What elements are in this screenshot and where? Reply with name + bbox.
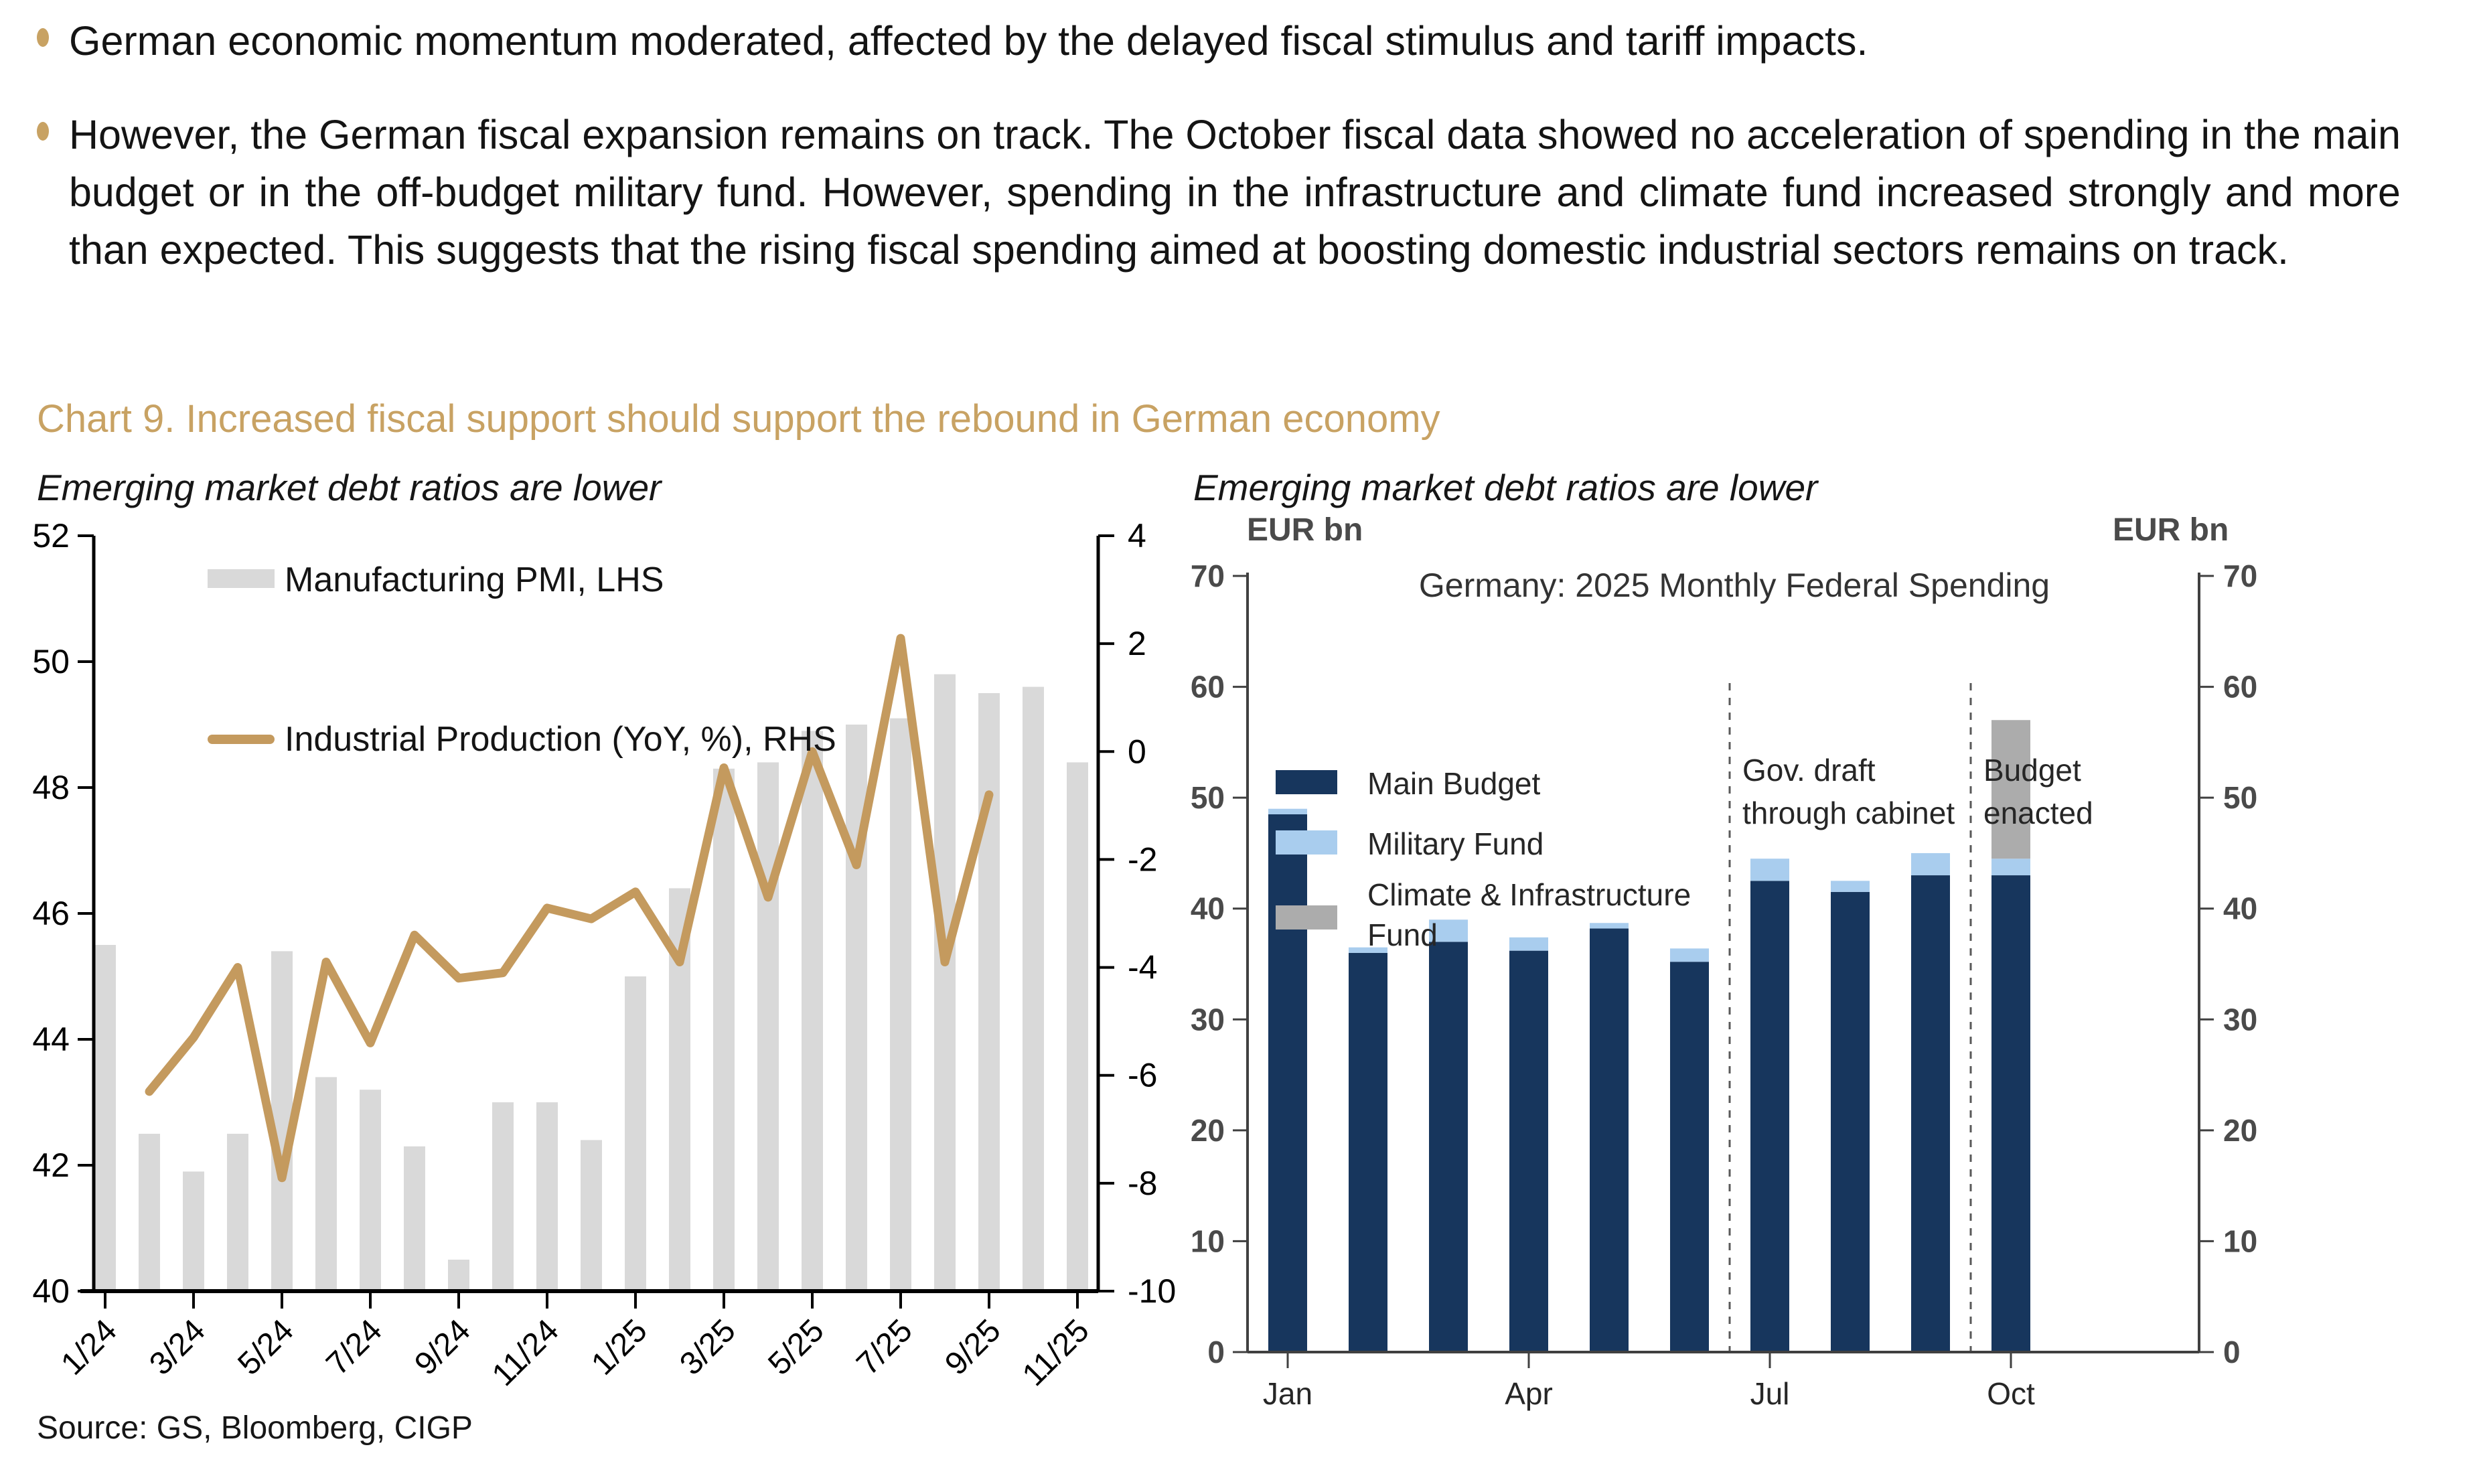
left-axis-label: 40	[32, 1272, 70, 1310]
x-axis-label: Jul	[1750, 1376, 1790, 1411]
source-note: Source: GS, Bloomberg, CIGP	[37, 1410, 473, 1446]
pmi-legend-swatch	[208, 569, 275, 588]
annotation-gov-draft: Gov. draft through cabinet	[1742, 753, 1955, 830]
left-axis-label: 70	[1190, 559, 1225, 593]
x-axis-label: Oct	[1987, 1376, 2035, 1411]
right-axis-label: 0	[1128, 733, 1146, 771]
ip-legend-swatch	[208, 735, 275, 744]
x-axis-label: 11/25	[1015, 1313, 1096, 1394]
right-axis-label: -10	[1128, 1272, 1177, 1310]
left-axis-label: 48	[32, 769, 70, 806]
pmi-bar	[1067, 762, 1088, 1291]
left-axis-label: 0	[1207, 1335, 1225, 1369]
military-fund-legend-swatch	[1276, 830, 1337, 855]
spending-bar-segment	[1750, 881, 1789, 1352]
left-chart-subtitle: Emerging market debt ratios are lower	[37, 467, 662, 508]
spending-bar-segment	[1268, 814, 1307, 1352]
pmi-bar	[139, 1134, 160, 1291]
pmi-bar	[713, 769, 735, 1291]
right-axis-label: 30	[2223, 1002, 2258, 1037]
x-axis-label: 7/24	[319, 1313, 389, 1382]
left-axis-label: 42	[32, 1146, 70, 1184]
spending-bar-segment	[1991, 859, 2030, 875]
pmi-bar	[934, 674, 956, 1291]
eur-bn-label-left: EUR bn	[1247, 512, 1363, 548]
x-axis-label: 7/25	[850, 1313, 919, 1382]
pmi-legend-label: Manufacturing PMI, LHS	[285, 561, 664, 599]
pmi-bar	[802, 731, 823, 1291]
spending-bar-segment	[1590, 929, 1629, 1352]
pmi-bar	[581, 1140, 602, 1291]
x-axis-label: Apr	[1505, 1376, 1553, 1411]
pmi-bar	[978, 693, 1000, 1291]
pmi-bar	[536, 1102, 558, 1291]
spending-bar-segment	[1268, 809, 1307, 814]
annotation-budget-enacted: Budget enacted	[1983, 753, 2093, 830]
pmi-bar	[360, 1090, 381, 1291]
x-axis-label: 3/25	[673, 1313, 743, 1382]
spending-bar-segment	[1831, 881, 1870, 892]
spending-bar-segment	[1509, 951, 1548, 1352]
x-axis-label: 3/24	[143, 1313, 212, 1382]
main-budget-legend-swatch	[1276, 770, 1337, 794]
pmi-bar	[757, 762, 779, 1291]
pmi-bar	[183, 1171, 204, 1291]
right-axis-label: 10	[2223, 1223, 2258, 1259]
chart-section-title: Chart 9. Increased fiscal support should support the rebound in German economy	[37, 397, 1440, 441]
left-axis-label: 60	[1190, 669, 1225, 704]
pmi-bar	[1023, 687, 1044, 1291]
left-axis-label: 10	[1190, 1223, 1225, 1259]
x-axis-label: Jan	[1262, 1376, 1313, 1411]
bullet-text: However, the German fiscal expansion remains on track. The October fiscal data showed no acceleration of spending in the main budget or in the off-budget military fund. However, spending in the infrastructure and climate fund increased strongly and more than expected. This suggests that the rising fiscal spending aimed at boosting domestic industrial sectors remains on track.	[69, 112, 2401, 273]
pmi-bar	[448, 1260, 469, 1291]
pmi-bar	[890, 719, 911, 1291]
x-axis-label: 9/24	[408, 1313, 477, 1382]
climate-fund-legend-label: Climate & Infrastructure Fund	[1367, 877, 1691, 952]
military-fund-legend-label: Military Fund	[1367, 826, 1544, 861]
right-axis-label: 0	[2223, 1335, 2241, 1369]
right-chart-subtitle: Emerging market debt ratios are lower	[1193, 467, 1818, 508]
right-axis-label: -6	[1128, 1056, 1158, 1094]
spending-bar-segment	[1831, 892, 1870, 1352]
spending-bar-segment	[1429, 942, 1468, 1352]
eur-bn-label-right: EUR bn	[2113, 512, 2229, 548]
x-axis-label: 5/25	[761, 1313, 831, 1382]
main-budget-legend-label: Main Budget	[1367, 766, 1541, 801]
left-axis-label: 52	[32, 517, 70, 554]
left-axis-label: 40	[1190, 891, 1225, 926]
x-axis-label: 1/25	[585, 1313, 654, 1382]
spending-bar-segment	[1911, 875, 1950, 1352]
right-axis-label: 4	[1128, 517, 1146, 554]
right-axis-label: 20	[2223, 1112, 2258, 1148]
left-axis-label: 50	[1190, 780, 1225, 816]
left-axis-label: 30	[1190, 1002, 1225, 1037]
x-axis-label: 9/25	[938, 1313, 1008, 1382]
left-axis-label: 46	[32, 895, 70, 932]
x-axis-label: 1/24	[54, 1313, 124, 1382]
spending-bar-segment	[1991, 875, 2030, 1352]
right-axis-label: -8	[1128, 1164, 1158, 1202]
right-axis-label: -2	[1128, 840, 1158, 879]
pmi-bar	[227, 1134, 248, 1291]
right-axis-label: 50	[2223, 780, 2258, 816]
pmi-bar	[404, 1146, 425, 1291]
spending-bar-segment	[1750, 859, 1789, 881]
left-axis-label: 20	[1190, 1112, 1225, 1148]
right-axis-label: 2	[1128, 625, 1146, 663]
pmi-bar	[315, 1077, 337, 1291]
x-axis-label: 11/24	[485, 1313, 566, 1394]
right-axis-label: 60	[2223, 669, 2258, 704]
spending-bar-segment	[1911, 853, 1950, 875]
left-axis-label: 50	[32, 643, 70, 680]
spending-bar-segment	[1349, 953, 1387, 1352]
pmi-bar	[492, 1102, 514, 1291]
right-axis-label: -4	[1128, 948, 1158, 986]
right-axis-label: 70	[2223, 559, 2258, 593]
right-chart-title: Germany: 2025 Monthly Federal Spending	[1418, 567, 2050, 604]
x-axis-label: 5/24	[231, 1313, 301, 1382]
pmi-bar	[625, 976, 646, 1291]
ip-legend-label: Industrial Production (YoY, %), RHS	[285, 720, 836, 759]
spending-bar-segment	[1670, 962, 1709, 1352]
climate-fund-legend-swatch	[1276, 905, 1337, 930]
right-axis-label: 40	[2223, 891, 2258, 926]
bullet-text: German economic momentum moderated, affected by the delayed fiscal stimulus and tariff impacts.	[69, 18, 1868, 64]
left-axis-label: 44	[32, 1021, 70, 1058]
pmi-bar	[94, 945, 116, 1291]
